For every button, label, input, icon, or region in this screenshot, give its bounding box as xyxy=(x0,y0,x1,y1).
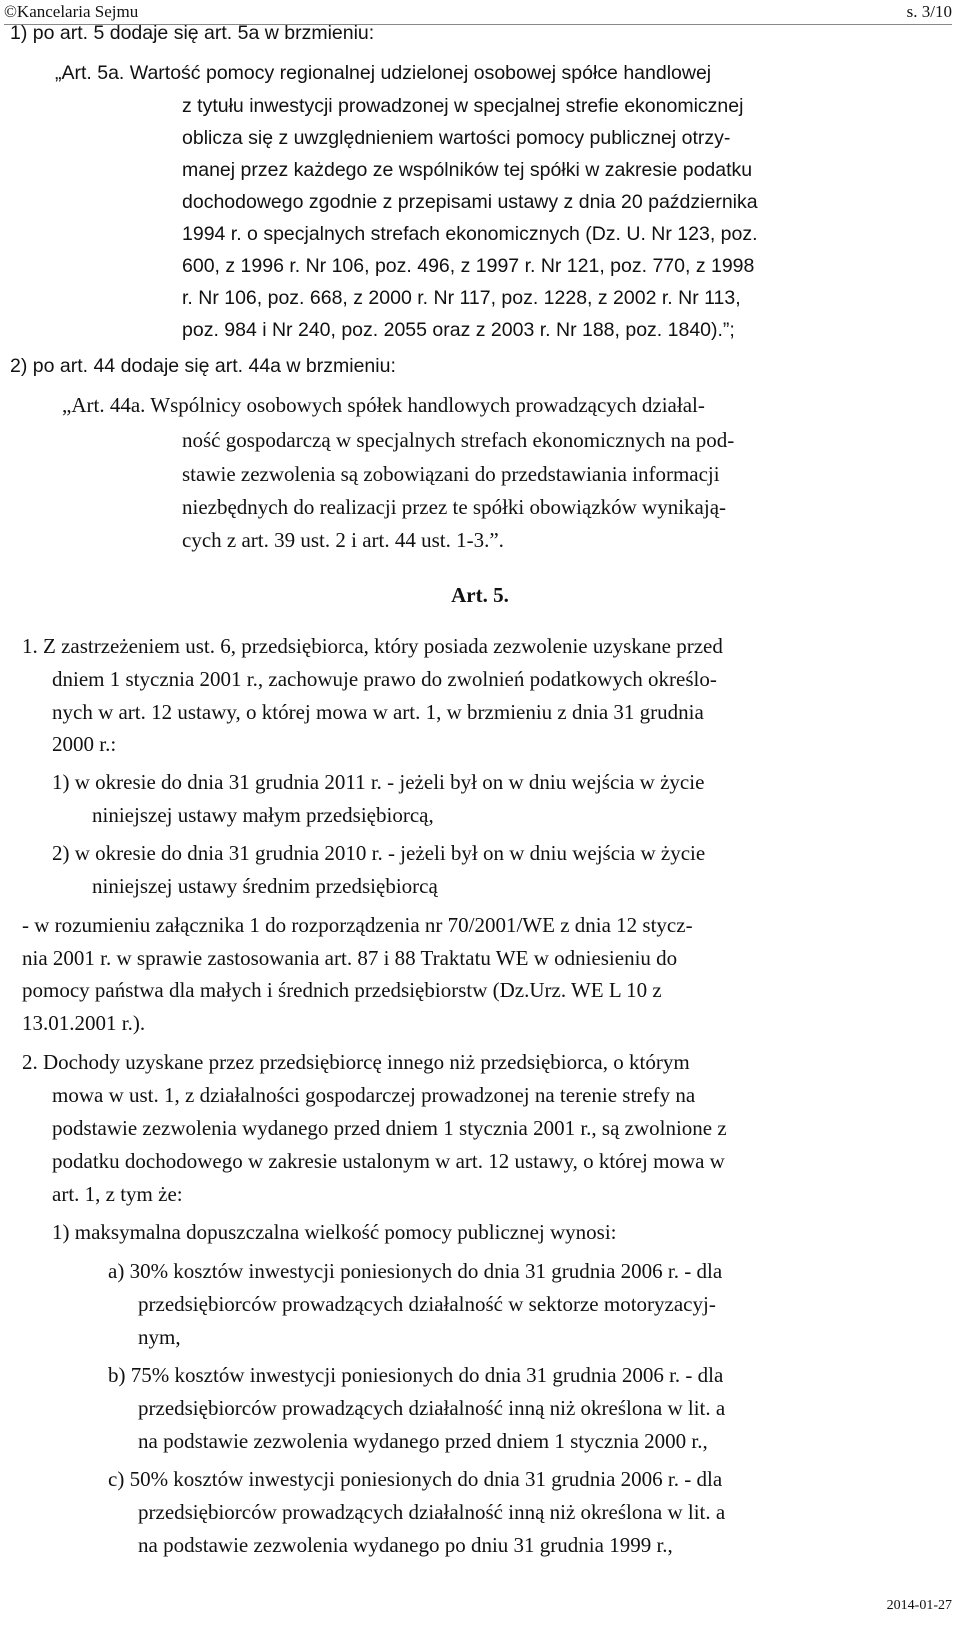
text-line: ność gospodarczą w specjalnych strefach ekonomicznych na pod- xyxy=(182,428,735,452)
text-line: przedsiębiorców prowadzących działalność inną niż określona w lit. a xyxy=(138,1500,726,1524)
text-line: niniejszej ustawy małym przedsiębiorcą, xyxy=(92,803,434,827)
footer-date: 2014-01-27 xyxy=(886,1598,952,1613)
text-line: art. 1, z tym że: xyxy=(52,1182,183,1206)
text-line: 2000 r.: xyxy=(52,732,117,756)
text-line: - w rozumieniu załącznika 1 do rozporządzenia nr 70/2001/WE z dnia 12 stycz- xyxy=(22,913,693,937)
text-line: 600, z 1996 r. Nr 106, poz. 496, z 1997 r. Nr 121, poz. 770, z 1998 xyxy=(182,255,755,277)
text-line: oblicza się z uwzględnieniem wartości pomocy publicznej otrzy- xyxy=(182,127,731,149)
text-line: 2. Dochody uzyskane przez przedsiębiorcę innego niż przedsiębiorca, o którym xyxy=(22,1050,690,1074)
text-line: 1. Z zastrzeżeniem ust. 6, przedsiębiorca, który posiada zezwolenie uzyskane przed xyxy=(22,634,723,658)
text-line: nych w art. 12 ustawy, o której mowa w art. 1, w brzmieniu z dnia 31 grudnia xyxy=(52,700,704,724)
text-line: pomocy państwa dla małych i średnich przedsiębiorstw (Dz.Urz. WE L 10 z xyxy=(22,978,662,1002)
text-line: 2) w okresie do dnia 31 grudnia 2010 r. - jeżeli był on w dniu wejścia w życie xyxy=(52,841,706,865)
text-line: przedsiębiorców prowadzących działalność inną niż określona w lit. a xyxy=(138,1396,726,1420)
text-line: „Art. 5a. Wartość pomocy regionalnej udzielonej osobowej spółce handlowej xyxy=(55,62,712,84)
text-line: nym, xyxy=(138,1325,181,1349)
text-line: poz. 984 i Nr 240, poz. 2055 oraz z 2003 r. Nr 188, poz. 1840).”; xyxy=(182,319,735,341)
text-line: a) 30% kosztów inwestycji poniesionych do dnia 31 grudnia 2006 r. - dla xyxy=(108,1259,723,1283)
text-line: b) 75% kosztów inwestycji poniesionych do dnia 31 grudnia 2006 r. - dla xyxy=(108,1363,724,1387)
text-line: 2) po art. 44 dodaje się art. 44a w brzmieniu: xyxy=(10,355,396,377)
text-line: na podstawie zezwolenia wydanego po dniu 31 grudnia 1999 r., xyxy=(138,1533,673,1557)
text-line: r. Nr 106, poz. 668, z 2000 r. Nr 117, poz. 1228, z 2002 r. Nr 113, xyxy=(182,287,741,309)
text-line: podstawie zezwolenia wydanego przed dniem 1 stycznia 2001 r., są zwolnione z xyxy=(52,1116,727,1140)
text-line: manej przez każdego ze wspólników tej spółki w zakresie podatku xyxy=(182,159,753,181)
text-line: podatku dochodowego w zakresie ustalonym w art. 12 ustawy, o której mowa w xyxy=(52,1149,725,1173)
text-line: dochodowego zgodnie z przepisami ustawy z dnia 20 października xyxy=(182,191,758,213)
text-line: na podstawie zezwolenia wydanego przed dniem 1 stycznia 2000 r., xyxy=(138,1429,708,1453)
header-page-number: s. 3/10 xyxy=(906,2,952,21)
text-line: 1994 r. o specjalnych strefach ekonomicznych (Dz. U. Nr 123, poz. xyxy=(182,223,758,245)
text-line: z tytułu inwestycji prowadzonej w specjalnej strefie ekonomicznej xyxy=(182,95,744,117)
text-line: przedsiębiorców prowadzących działalność w sektorze motoryzacyj- xyxy=(138,1292,716,1316)
article-title: Art. 5. xyxy=(451,583,509,607)
text-line: 1) maksymalna dopuszczalna wielkość pomocy publicznej wynosi: xyxy=(52,1220,617,1244)
text-line: niezbędnych do realizacji przez te spółki obowiązków wynikają- xyxy=(182,495,727,519)
text-line: 1) po art. 5 dodaje się art. 5a w brzmieniu: xyxy=(10,22,375,44)
text-line: 1) w okresie do dnia 31 grudnia 2011 r. - jeżeli był on w dniu wejścia w życie xyxy=(52,770,705,794)
text-line: dniem 1 stycznia 2001 r., zachowuje prawo do zwolnień podatkowych określo- xyxy=(52,667,717,691)
text-line: cych z art. 39 ust. 2 i art. 44 ust. 1-3.”. xyxy=(182,528,504,552)
text-line: „Art. 44a. Wspólnicy osobowych spółek handlowych prowadzących działal- xyxy=(62,393,705,417)
text-line: mowa w ust. 1, z działalności gospodarczej prowadzonej na terenie strefy na xyxy=(52,1083,696,1107)
text-line: stawie zezwolenia są zobowiązani do przedstawiania informacji xyxy=(182,462,720,486)
header-source: ©Kancelaria Sejmu xyxy=(4,2,139,21)
text-line: 13.01.2001 r.). xyxy=(22,1011,146,1035)
text-line: nia 2001 r. w sprawie zastosowania art. 87 i 88 Traktatu WE w odniesieniu do xyxy=(22,946,678,970)
text-line: niniejszej ustawy średnim przedsiębiorcą xyxy=(92,874,438,898)
text-line: c) 50% kosztów inwestycji poniesionych do dnia 31 grudnia 2006 r. - dla xyxy=(108,1467,723,1491)
